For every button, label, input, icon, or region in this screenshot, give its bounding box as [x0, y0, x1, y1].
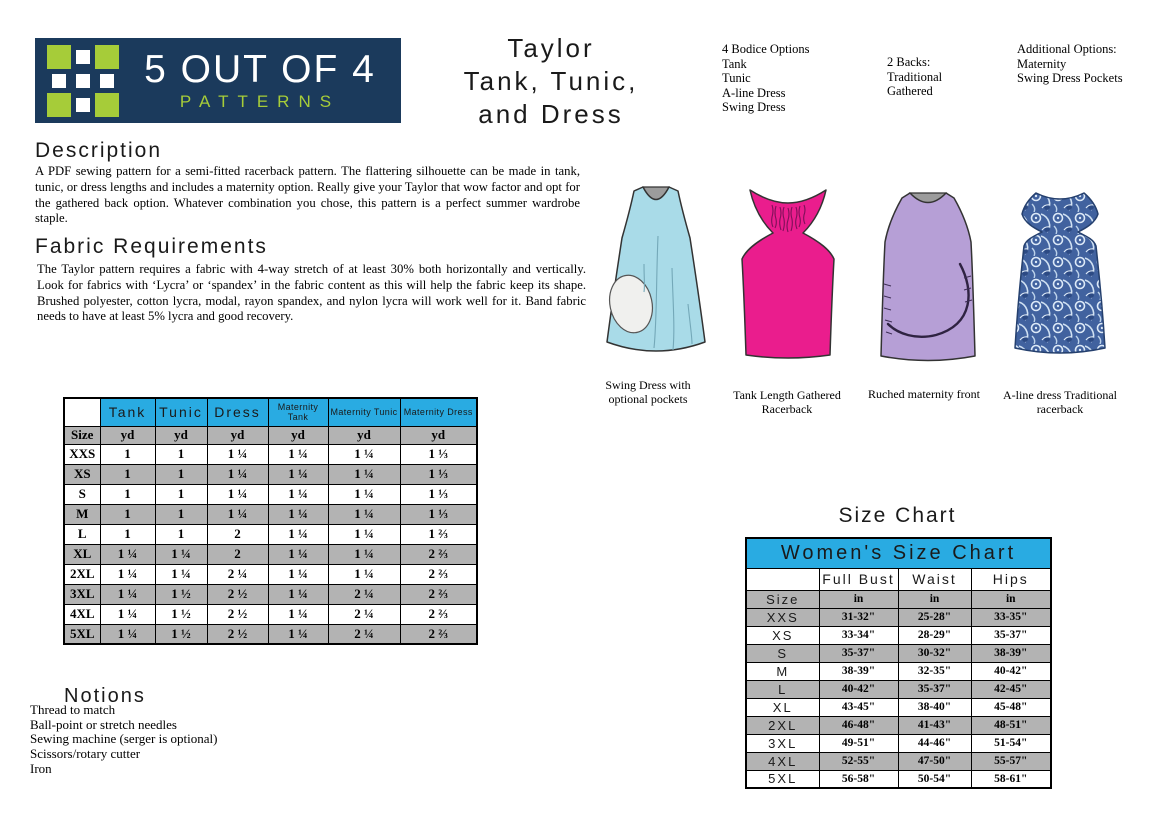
yardage-cell: 2 ½: [207, 584, 268, 604]
yardage-column-header: Maternity Tank: [268, 398, 328, 426]
yardage-cell: 2 ⅔: [400, 624, 477, 644]
bodice-options-heading: 4 Bodice Options: [722, 42, 810, 56]
garment-caption: A-line dress Traditional racerback: [1003, 388, 1117, 416]
unit-cell: yd: [328, 426, 400, 444]
backs-heading: 2 Backs:: [887, 55, 931, 69]
size-chart-title-row: [746, 538, 1051, 568]
yardage-cell: 1 ¼: [268, 624, 328, 644]
description-text: A PDF sewing pattern for a semi-fitted racerback pattern. The flattering silhouette can be made in tank, tunic, or dress lengths and includes a maternity option. Really give your Taylor that wow factor and opt for the gathered back option. Whatever combination you chose, this pattern is a perfect summer wardrobe staple.: [35, 164, 580, 226]
yardage-cell: 2 ¼: [207, 564, 268, 584]
yardage-cell: 2 ⅔: [400, 544, 477, 564]
hips-cell: 48-51": [971, 716, 1051, 734]
waist-cell: 50-54": [898, 770, 971, 788]
size-chart-row: [746, 644, 1051, 662]
notions-item: Sewing machine (serger is optional): [30, 731, 218, 747]
yardage-header-row: [64, 398, 477, 426]
bust-cell: 46-48": [819, 716, 898, 734]
size-cell: 4XL: [746, 752, 819, 770]
yardage-cell: 1 ½: [155, 624, 207, 644]
size-cell: XS: [746, 626, 819, 644]
yardage-cell: 1 ⅓: [400, 484, 477, 504]
size-chart-row: [746, 662, 1051, 680]
aline-dress-illustration: [1008, 190, 1112, 364]
logo-square: [76, 74, 90, 88]
pattern-title: [428, 32, 674, 131]
size-cell: M: [64, 504, 100, 524]
additional-options-heading: Additional Options:: [1017, 42, 1117, 56]
yardage-row: [64, 464, 477, 484]
yardage-cell: 1 ¼: [268, 464, 328, 484]
pattern-title-line: Taylor: [507, 33, 595, 63]
hips-cell: 40-42": [971, 662, 1051, 680]
yardage-cell: 1: [155, 464, 207, 484]
yardage-cell: 1: [100, 524, 155, 544]
yardage-column-header: Dress: [207, 398, 268, 426]
yardage-cell: 2 ¼: [328, 624, 400, 644]
size-cell: XL: [64, 544, 100, 564]
waist-cell: 35-37": [898, 680, 971, 698]
hips-cell: 45-48": [971, 698, 1051, 716]
yardage-cell: 1 ⅔: [400, 524, 477, 544]
size-cell: M: [746, 662, 819, 680]
size-cell: 5XL: [64, 624, 100, 644]
yardage-cell: 1 ¼: [207, 444, 268, 464]
yardage-row: [64, 624, 477, 644]
yardage-cell: 1: [155, 504, 207, 524]
womens-size-chart-table: [745, 537, 1052, 789]
yardage-cell: 2 ½: [207, 624, 268, 644]
yardage-table: [63, 397, 478, 645]
size-chart-header-row: [746, 568, 1051, 590]
yardage-cell: 1 ¼: [268, 564, 328, 584]
logo-square: [95, 45, 119, 69]
size-label: Size: [64, 426, 100, 444]
logo-square: [95, 93, 119, 117]
waist-cell: 47-50": [898, 752, 971, 770]
yardage-cell: 1 ¼: [207, 484, 268, 504]
unit-cell: yd: [400, 426, 477, 444]
fabric-requirements-text: The Taylor pattern requires a fabric with 4-way stretch of at least 30% both horizontally and vertically. Look for fabrics with ‘Lycra’ or ‘spandex’ in the fabric content as this will help the fabric keep its shape. Brushed polyester, cotton lycra, modal, rayon spandex, and nylon lycra will work well for it. Band fabric needs to have at least 5% lycra and good recovery.: [37, 262, 586, 324]
bodice-option: Tank: [722, 56, 747, 71]
yardage-column-header: Tank: [100, 398, 155, 426]
yardage-row: [64, 584, 477, 604]
brand-logo: [35, 38, 401, 123]
backs-options-list: [887, 55, 942, 99]
hips-cell: 51-54": [971, 734, 1051, 752]
size-chart-row: [746, 734, 1051, 752]
yardage-corner-cell: [64, 398, 100, 426]
yardage-cell: 2 ¼: [328, 584, 400, 604]
yardage-cell: 1 ¼: [207, 464, 268, 484]
waist-cell: 41-43": [898, 716, 971, 734]
hips-cell: 42-45": [971, 680, 1051, 698]
pattern-title-line: and Dress: [478, 99, 624, 129]
size-cell: S: [746, 644, 819, 662]
yardage-cell: 1 ¼: [268, 504, 328, 524]
logo-square: [100, 74, 114, 88]
yardage-cell: 1: [155, 444, 207, 464]
size-chart-row: [746, 752, 1051, 770]
additional-option: Maternity: [1017, 56, 1067, 71]
garment-caption: Ruched maternity front: [868, 387, 980, 401]
bust-cell: 33-34": [819, 626, 898, 644]
yardage-unit-row: [64, 426, 477, 444]
waist-cell: 25-28": [898, 608, 971, 626]
yardage-cell: 2: [207, 524, 268, 544]
brand-subtitle: PATTERNS: [179, 92, 341, 111]
size-cell: L: [746, 680, 819, 698]
size-cell: 3XL: [746, 734, 819, 752]
yardage-cell: 1: [100, 444, 155, 464]
size-cell: S: [64, 484, 100, 504]
logo-square: [52, 74, 66, 88]
yardage-column-header: Maternity Dress: [400, 398, 477, 426]
bust-cell: 56-58": [819, 770, 898, 788]
size-label: Size: [746, 590, 819, 608]
bodice-option: Swing Dress: [722, 100, 786, 115]
size-chart-column-header: Waist: [898, 568, 971, 590]
yardage-cell: 1 ¼: [155, 564, 207, 584]
size-cell: L: [64, 524, 100, 544]
notions-list: [30, 703, 218, 777]
yardage-cell: 1 ¼: [100, 604, 155, 624]
logo-square: [47, 93, 71, 117]
bust-cell: 38-39": [819, 662, 898, 680]
yardage-cell: 1: [155, 484, 207, 504]
yardage-row: [64, 504, 477, 524]
hips-cell: 38-39": [971, 644, 1051, 662]
size-cell: 2XL: [64, 564, 100, 584]
yardage-cell: 1 ¼: [268, 484, 328, 504]
yardage-cell: 1: [100, 504, 155, 524]
yardage-cell: 1 ¼: [328, 444, 400, 464]
yardage-cell: 2 ⅔: [400, 584, 477, 604]
size-cell: 2XL: [746, 716, 819, 734]
size-chart-corner-cell: [746, 568, 819, 590]
size-chart-row: [746, 770, 1051, 788]
yardage-cell: 1 ½: [155, 584, 207, 604]
yardage-cell: 1 ¼: [268, 584, 328, 604]
unit-cell: in: [898, 590, 971, 608]
bodice-option: Tunic: [722, 71, 751, 86]
hips-cell: 55-57": [971, 752, 1051, 770]
notions-item: Scissors/rotary cutter: [30, 746, 141, 762]
size-chart-row: [746, 626, 1051, 644]
maternity-tank-illustration: [874, 188, 982, 372]
yardage-cell: 1 ½: [155, 604, 207, 624]
size-chart-title: Women's Size Chart: [746, 538, 1051, 568]
size-chart-heading: Size Chart: [838, 504, 957, 527]
yardage-row: [64, 544, 477, 564]
yardage-cell: 1 ¼: [100, 544, 155, 564]
yardage-cell: 1 ¼: [268, 544, 328, 564]
yardage-cell: 2 ⅔: [400, 564, 477, 584]
bust-cell: 49-51": [819, 734, 898, 752]
size-cell: 5XL: [746, 770, 819, 788]
size-chart-row: [746, 608, 1051, 626]
yardage-cell: 1: [100, 464, 155, 484]
size-cell: 3XL: [64, 584, 100, 604]
logo-square: [47, 45, 71, 69]
yardage-cell: 1 ¼: [268, 444, 328, 464]
backs-option: Traditional: [887, 69, 943, 84]
size-cell: XL: [746, 698, 819, 716]
yardage-row: [64, 444, 477, 464]
pattern-title-line: Tank, Tunic,: [463, 66, 639, 96]
yardage-cell: 1: [155, 524, 207, 544]
yardage-row: [64, 604, 477, 624]
size-chart-column-header: Hips: [971, 568, 1051, 590]
size-chart-row: [746, 680, 1051, 698]
yardage-cell: 2 ½: [207, 604, 268, 624]
yardage-cell: 1 ⅓: [400, 464, 477, 484]
yardage-cell: 1 ¼: [328, 464, 400, 484]
bust-cell: 52-55": [819, 752, 898, 770]
yardage-cell: 1 ¼: [268, 604, 328, 624]
description-heading: Description: [35, 139, 163, 162]
swing-dress-illustration: [600, 184, 712, 374]
yardage-cell: 2: [207, 544, 268, 564]
unit-cell: yd: [268, 426, 328, 444]
brand-name-block: [133, 49, 387, 112]
size-cell: 4XL: [64, 604, 100, 624]
unit-cell: in: [819, 590, 898, 608]
waist-cell: 28-29": [898, 626, 971, 644]
yardage-cell: 1 ¼: [328, 484, 400, 504]
logo-square: [76, 50, 90, 64]
hips-cell: 58-61": [971, 770, 1051, 788]
yardage-cell: 1 ¼: [207, 504, 268, 524]
unit-cell: in: [971, 590, 1051, 608]
bodice-option: A-line Dress: [722, 85, 786, 100]
bust-cell: 35-37": [819, 644, 898, 662]
bust-cell: 31-32": [819, 608, 898, 626]
yardage-column-header: Tunic: [155, 398, 207, 426]
notions-item: Iron: [30, 760, 52, 776]
yardage-cell: 1 ¼: [100, 564, 155, 584]
size-chart-column-header: Full Bust: [819, 568, 898, 590]
garment-caption: Tank Length Gathered Racerback: [733, 388, 841, 416]
yardage-cell: 1 ⅓: [400, 504, 477, 524]
unit-cell: yd: [207, 426, 268, 444]
hips-cell: 33-35": [971, 608, 1051, 626]
additional-options-list: [1017, 42, 1123, 86]
yardage-cell: 1 ¼: [100, 624, 155, 644]
yardage-cell: 1 ¼: [328, 504, 400, 524]
notions-item: Ball-point or stretch needles: [30, 716, 177, 732]
size-chart-row: [746, 716, 1051, 734]
garment-caption: Swing Dress with optional pockets: [605, 378, 691, 406]
waist-cell: 44-46": [898, 734, 971, 752]
waist-cell: 32-35": [898, 662, 971, 680]
additional-option: Swing Dress Pockets: [1017, 71, 1123, 86]
hips-cell: 35-37": [971, 626, 1051, 644]
yardage-cell: 1 ¼: [100, 584, 155, 604]
waist-cell: 38-40": [898, 698, 971, 716]
yardage-column-header: Maternity Tunic: [328, 398, 400, 426]
unit-cell: yd: [155, 426, 207, 444]
yardage-cell: 2 ⅔: [400, 604, 477, 624]
fabric-requirements-heading: Fabric Requirements: [35, 235, 268, 258]
notions-heading: Notions: [64, 685, 146, 707]
waist-cell: 30-32": [898, 644, 971, 662]
yardage-row: [64, 564, 477, 584]
gathered-racerback-tank-illustration: [728, 182, 848, 370]
size-cell: XS: [64, 464, 100, 484]
yardage-row: [64, 524, 477, 544]
brand-name: 5 OUT OF 4: [144, 48, 376, 91]
yardage-cell: 1 ¼: [155, 544, 207, 564]
yardage-cell: 1 ¼: [268, 524, 328, 544]
bust-cell: 40-42": [819, 680, 898, 698]
size-chart-row: [746, 698, 1051, 716]
bust-cell: 43-45": [819, 698, 898, 716]
size-chart-unit-row: [746, 590, 1051, 608]
yardage-cell: 1 ¼: [328, 544, 400, 564]
bodice-options-list: [722, 42, 810, 115]
yardage-cell: 1 ⅓: [400, 444, 477, 464]
yardage-cell: 2 ¼: [328, 604, 400, 624]
logo-squares-icon: [47, 45, 119, 117]
unit-cell: yd: [100, 426, 155, 444]
size-cell: XXS: [64, 444, 100, 464]
notions-item: Thread to match: [30, 702, 116, 717]
yardage-cell: 1: [100, 484, 155, 504]
size-cell: XXS: [746, 608, 819, 626]
backs-option: Gathered: [887, 84, 933, 99]
yardage-cell: 1 ¼: [328, 564, 400, 584]
logo-square: [76, 98, 90, 112]
yardage-row: [64, 484, 477, 504]
yardage-cell: 1 ¼: [328, 524, 400, 544]
